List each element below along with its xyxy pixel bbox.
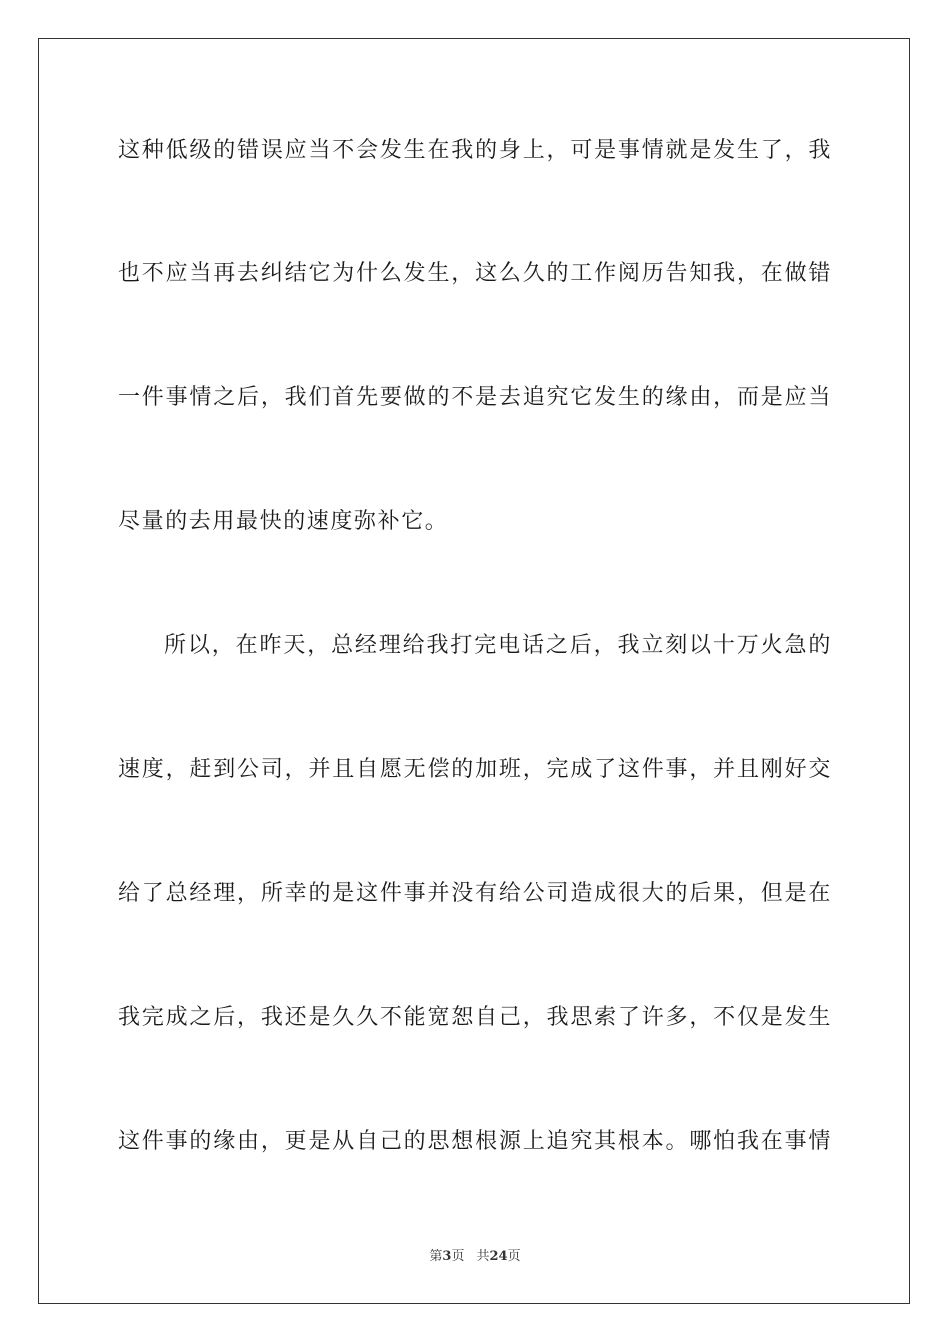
page-prefix: 第 (429, 1249, 443, 1264)
body-text-line-4: 尽量的去用最快的速度弥补它。 (118, 509, 449, 534)
total-prefix: 共 (476, 1249, 490, 1264)
body-text-line-2: 也不应当再去纠结它为什么发生，这么久的工作阅历告知我，在做错 (118, 261, 832, 286)
body-text-line-6: 速度，赶到公司，并且自愿无偿的加班，完成了这件事，并且刚好交 (118, 757, 832, 782)
page-footer (0, 1248, 950, 1266)
body-text-line-5: 所以，在昨天，总经理给我打完电话之后，我立刻以十万火急的 (164, 633, 832, 658)
body-text-line-7: 给了总经理，所幸的是这件事并没有给公司造成很大的后果，但是在 (118, 881, 832, 906)
body-text-line-3: 一件事情之后，我们首先要做的不是去追究它发生的缘由，而是应当 (118, 385, 832, 410)
body-text-line-1: 这种低级的错误应当不会发生在我的身上，可是事情就是发生了，我 (118, 138, 832, 163)
body-text-line-8: 我完成之后，我还是久久不能宽恕自己，我思索了许多，不仅是发生 (118, 1005, 832, 1030)
total-suffix: 页 (507, 1249, 521, 1264)
page-suffix: 页 (451, 1249, 465, 1264)
body-text-line-9: 这件事的缘由，更是从自己的思想根源上追究其根本。哪怕我在事情 (118, 1129, 832, 1154)
total-pages: 24 (489, 1249, 508, 1264)
page-number: 3 (442, 1249, 452, 1264)
page-frame (38, 38, 910, 1304)
